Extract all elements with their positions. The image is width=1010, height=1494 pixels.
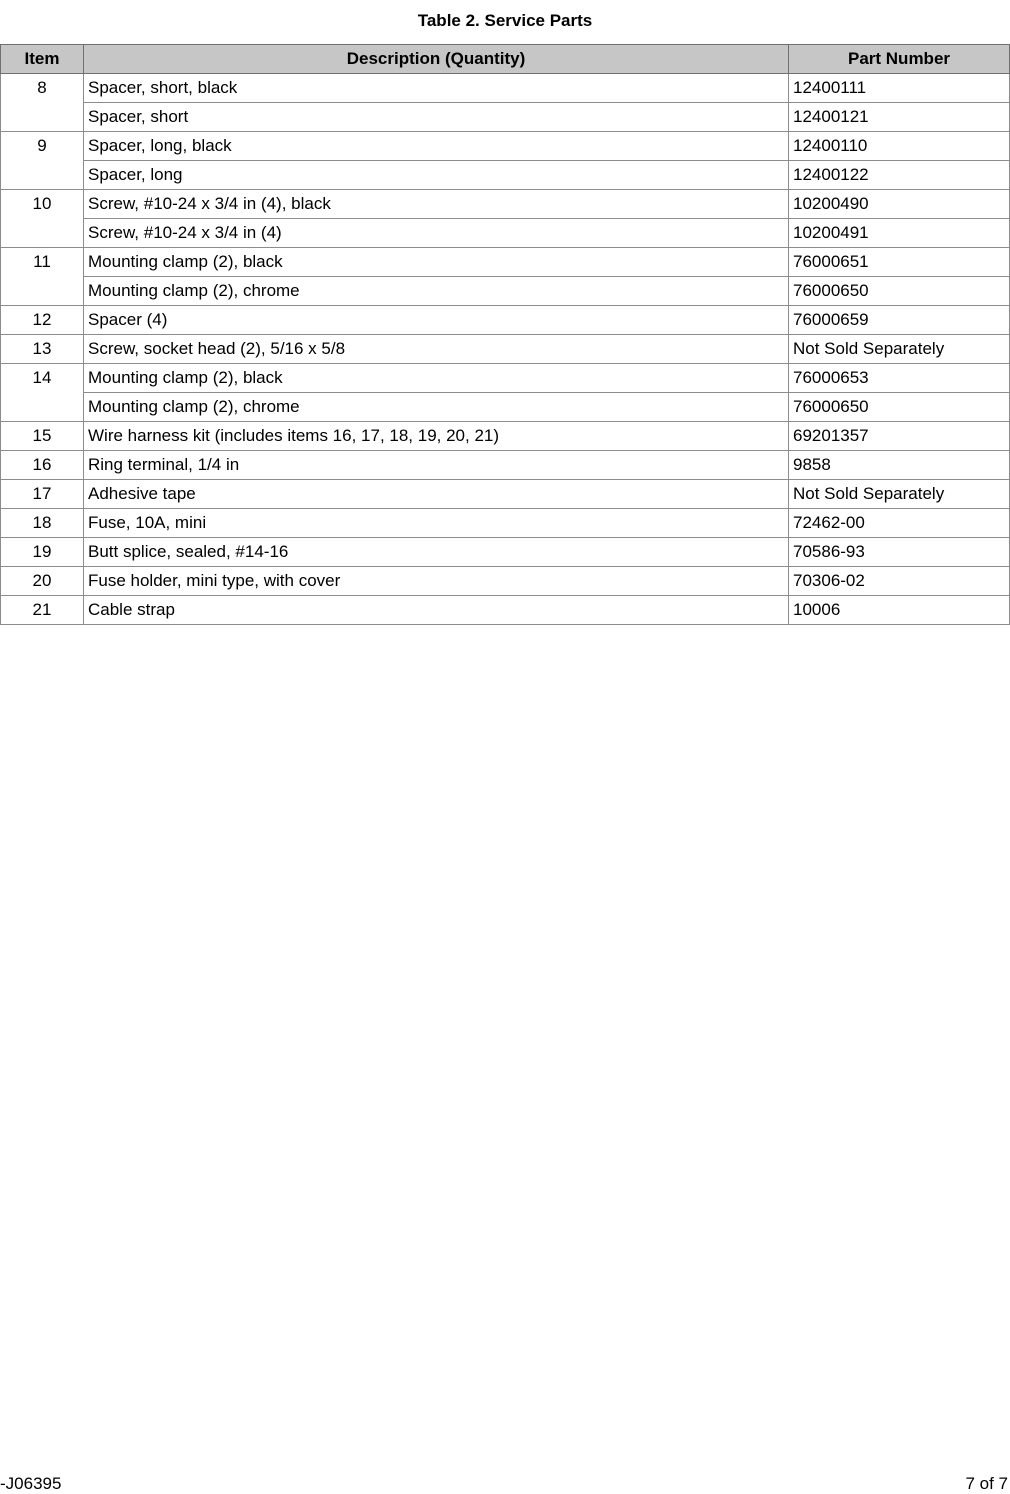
cell-part-number: 12400122 [789, 161, 1010, 190]
table-row [1, 451, 1010, 480]
cell-description: Spacer, short, black [84, 74, 789, 103]
cell-item: 19 [1, 538, 84, 567]
cell-description: Screw, #10-24 x 3/4 in (4), black [84, 190, 789, 219]
document-id: -J06395 [0, 1474, 62, 1493]
cell-part-number: 10200490 [789, 190, 1010, 219]
cell-description: Spacer, short [84, 103, 789, 132]
table-row [1, 132, 1010, 161]
table-row [1, 422, 1010, 451]
table-row [1, 161, 1010, 190]
table-row [1, 538, 1010, 567]
cell-part-number: 70306-02 [789, 567, 1010, 596]
cell-item: 14 [1, 364, 84, 422]
cell-item: 16 [1, 451, 84, 480]
cell-item: 13 [1, 335, 84, 364]
table-row [1, 306, 1010, 335]
cell-part-number: 12400110 [789, 132, 1010, 161]
cell-part-number: 69201357 [789, 422, 1010, 451]
cell-part-number: 72462-00 [789, 509, 1010, 538]
cell-item: 15 [1, 422, 84, 451]
cell-description: Butt splice, sealed, #14-16 [84, 538, 789, 567]
table-row [1, 480, 1010, 509]
table-row [1, 74, 1010, 103]
cell-item: 11 [1, 248, 84, 306]
table-row [1, 248, 1010, 277]
cell-description: Screw, socket head (2), 5/16 x 5/8 [84, 335, 789, 364]
cell-item: 10 [1, 190, 84, 248]
table-row [1, 219, 1010, 248]
cell-description: Ring terminal, 1/4 in [84, 451, 789, 480]
cell-item: 8 [1, 74, 84, 132]
cell-description: Adhesive tape [84, 480, 789, 509]
cell-description: Mounting clamp (2), chrome [84, 277, 789, 306]
cell-item: 18 [1, 509, 84, 538]
cell-item: 21 [1, 596, 84, 625]
cell-part-number: 12400121 [789, 103, 1010, 132]
table-row [1, 190, 1010, 219]
cell-description: Spacer, long [84, 161, 789, 190]
cell-description: Wire harness kit (includes items 16, 17, 18, 19, 20, 21) [84, 422, 789, 451]
cell-part-number: 10006 [789, 596, 1010, 625]
page-number: 7 of 7 [965, 1474, 1008, 1493]
table-row [1, 277, 1010, 306]
cell-item: 9 [1, 132, 84, 190]
table-row [1, 509, 1010, 538]
header-part-number: Part Number [789, 45, 1010, 74]
table-row [1, 364, 1010, 393]
table-body [1, 74, 1010, 625]
cell-part-number: 76000653 [789, 364, 1010, 393]
table-row [1, 335, 1010, 364]
service-parts-table [0, 44, 1010, 625]
cell-description: Mounting clamp (2), chrome [84, 393, 789, 422]
cell-part-number: 9858 [789, 451, 1010, 480]
cell-part-number: 76000650 [789, 393, 1010, 422]
cell-part-number: 76000651 [789, 248, 1010, 277]
cell-part-number: 10200491 [789, 219, 1010, 248]
table-row [1, 567, 1010, 596]
cell-part-number: 70586-93 [789, 538, 1010, 567]
header-item: Item [1, 45, 84, 74]
cell-part-number: Not Sold Separately [789, 480, 1010, 509]
cell-description: Mounting clamp (2), black [84, 248, 789, 277]
table-row [1, 103, 1010, 132]
cell-description: Screw, #10-24 x 3/4 in (4) [84, 219, 789, 248]
cell-description: Cable strap [84, 596, 789, 625]
table-title: Table 2. Service Parts [417, 11, 593, 30]
cell-item: 17 [1, 480, 84, 509]
table-header-row [1, 45, 1010, 74]
cell-description: Fuse, 10A, mini [84, 509, 789, 538]
cell-part-number: 12400111 [789, 74, 1010, 103]
cell-description: Mounting clamp (2), black [84, 364, 789, 393]
cell-item: 12 [1, 306, 84, 335]
cell-part-number: Not Sold Separately [789, 335, 1010, 364]
cell-description: Spacer, long, black [84, 132, 789, 161]
cell-part-number: 76000650 [789, 277, 1010, 306]
cell-description: Spacer (4) [84, 306, 789, 335]
cell-part-number: 76000659 [789, 306, 1010, 335]
table-row [1, 393, 1010, 422]
cell-item: 20 [1, 567, 84, 596]
cell-description: Fuse holder, mini type, with cover [84, 567, 789, 596]
header-description: Description (Quantity) [84, 45, 789, 74]
table-row [1, 596, 1010, 625]
